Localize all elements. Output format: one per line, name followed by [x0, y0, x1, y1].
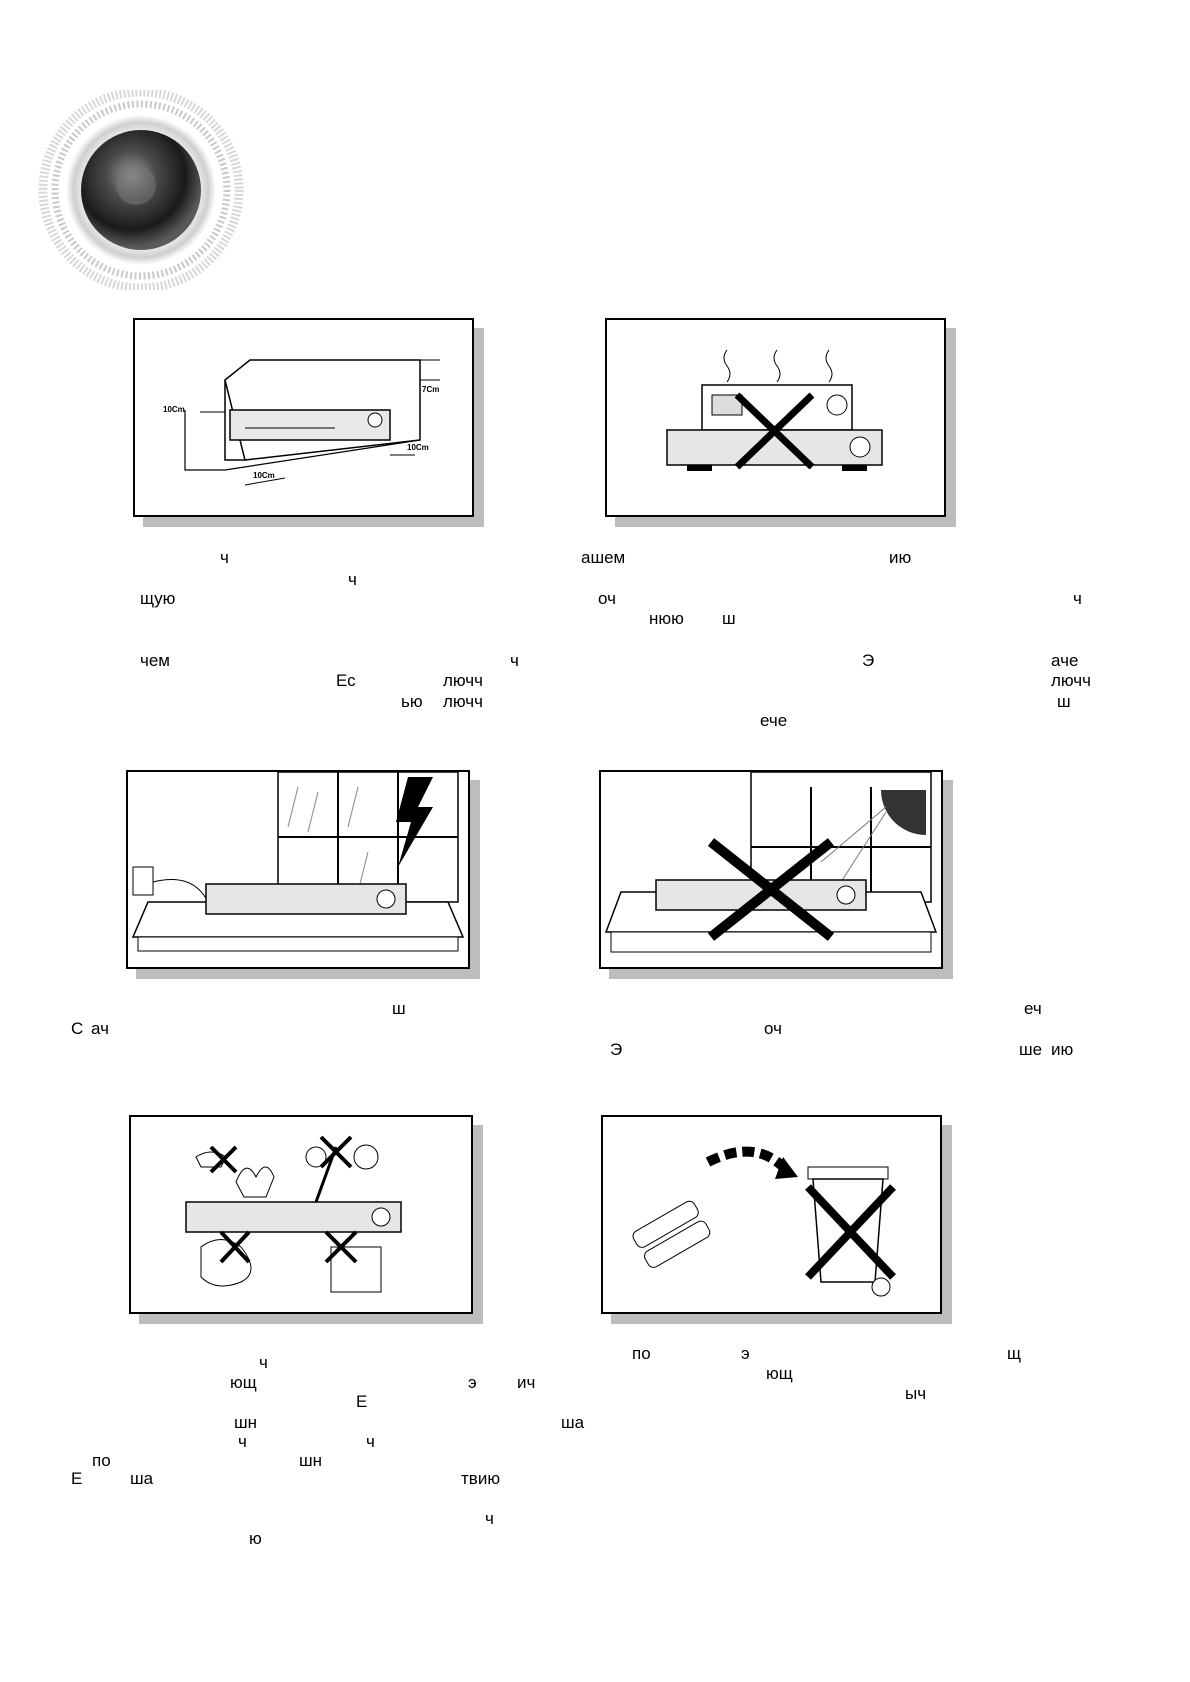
no-sunlight-icon	[601, 772, 941, 967]
text-fragment: ию	[1051, 1040, 1074, 1059]
text-fragment: ч	[485, 1509, 494, 1528]
text-fragment: ич	[517, 1373, 536, 1392]
no-battery-trash-icon	[603, 1117, 940, 1312]
illustration-no-stacking	[605, 318, 946, 517]
text-fragment: щую	[140, 589, 176, 608]
speaker-binary-logo	[38, 90, 253, 290]
label-bottom-clearance: 10Cm	[253, 471, 275, 480]
text-fragment: э	[468, 1373, 477, 1392]
text-fragment: Ес	[336, 671, 356, 690]
illustration-hazards	[129, 1115, 473, 1314]
label-top-clearance: 7Cm	[422, 385, 440, 394]
text-fragment: ече	[760, 711, 788, 730]
text-fragment: ш	[1057, 692, 1071, 711]
text-fragment: ью	[401, 692, 423, 711]
no-heat-source-icon	[607, 320, 944, 515]
text-fragment: еч	[1024, 999, 1042, 1018]
illustration-sunlight	[599, 770, 943, 969]
text-fragment: оч	[598, 589, 616, 608]
text-fragment: по	[92, 1451, 111, 1470]
text-fragment: лючч	[1051, 671, 1092, 690]
text-fragment: нюю	[649, 609, 684, 628]
text-fragment: лючч	[443, 692, 484, 711]
text-fragment: по	[632, 1344, 651, 1363]
speaker-binary-icon	[38, 90, 253, 290]
illustration-lightning	[126, 770, 470, 969]
text-fragment: шн	[299, 1451, 323, 1470]
text-fragment: ша	[561, 1413, 585, 1432]
text-fragment: Е	[71, 1469, 83, 1488]
text-fragment: ач	[91, 1019, 109, 1038]
illustration-batteries	[601, 1115, 942, 1314]
label-right-clearance: 10Cm	[407, 443, 429, 452]
text-fragment: ша	[130, 1469, 154, 1488]
text-fragment: твию	[461, 1469, 501, 1488]
text-fragment: ч	[366, 1432, 375, 1451]
text-fragment: ющ	[766, 1364, 793, 1383]
text-fragment: С	[71, 1019, 84, 1038]
text-fragment: ашем	[581, 548, 626, 567]
text-fragment: ч	[1073, 589, 1082, 608]
receiver-clearance-icon	[135, 320, 472, 515]
no-liquid-magnet-heater-icon	[131, 1117, 471, 1312]
unplug-storm-icon	[128, 772, 468, 967]
text-fragment: ш	[722, 609, 736, 628]
text-fragment: оч	[764, 1019, 782, 1038]
text-fragment: ш	[392, 999, 406, 1018]
text-fragment: лючч	[443, 671, 484, 690]
text-fragment: чем	[140, 651, 170, 670]
text-fragment: Э	[862, 651, 875, 670]
text-fragment: аче	[1051, 651, 1079, 670]
text-fragment: ыч	[905, 1384, 927, 1403]
illustration-ventilation	[133, 318, 474, 517]
text-fragment: ч	[238, 1432, 247, 1451]
text-fragment: ию	[889, 548, 912, 567]
label-left-clearance: 10Cm	[163, 405, 185, 414]
text-fragment: ч	[259, 1353, 268, 1372]
text-fragment: ч	[510, 651, 519, 670]
text-fragment: ч	[348, 570, 357, 589]
text-fragment: э	[741, 1344, 750, 1363]
text-fragment: щ	[1007, 1344, 1021, 1363]
text-fragment: шн	[234, 1413, 258, 1432]
text-fragment: ч	[220, 548, 229, 567]
text-fragment: ше	[1019, 1040, 1043, 1059]
text-fragment: Е	[356, 1392, 368, 1411]
text-fragment: ю	[249, 1529, 262, 1548]
text-fragment: ющ	[230, 1373, 257, 1392]
text-fragment: Э	[610, 1040, 623, 1059]
